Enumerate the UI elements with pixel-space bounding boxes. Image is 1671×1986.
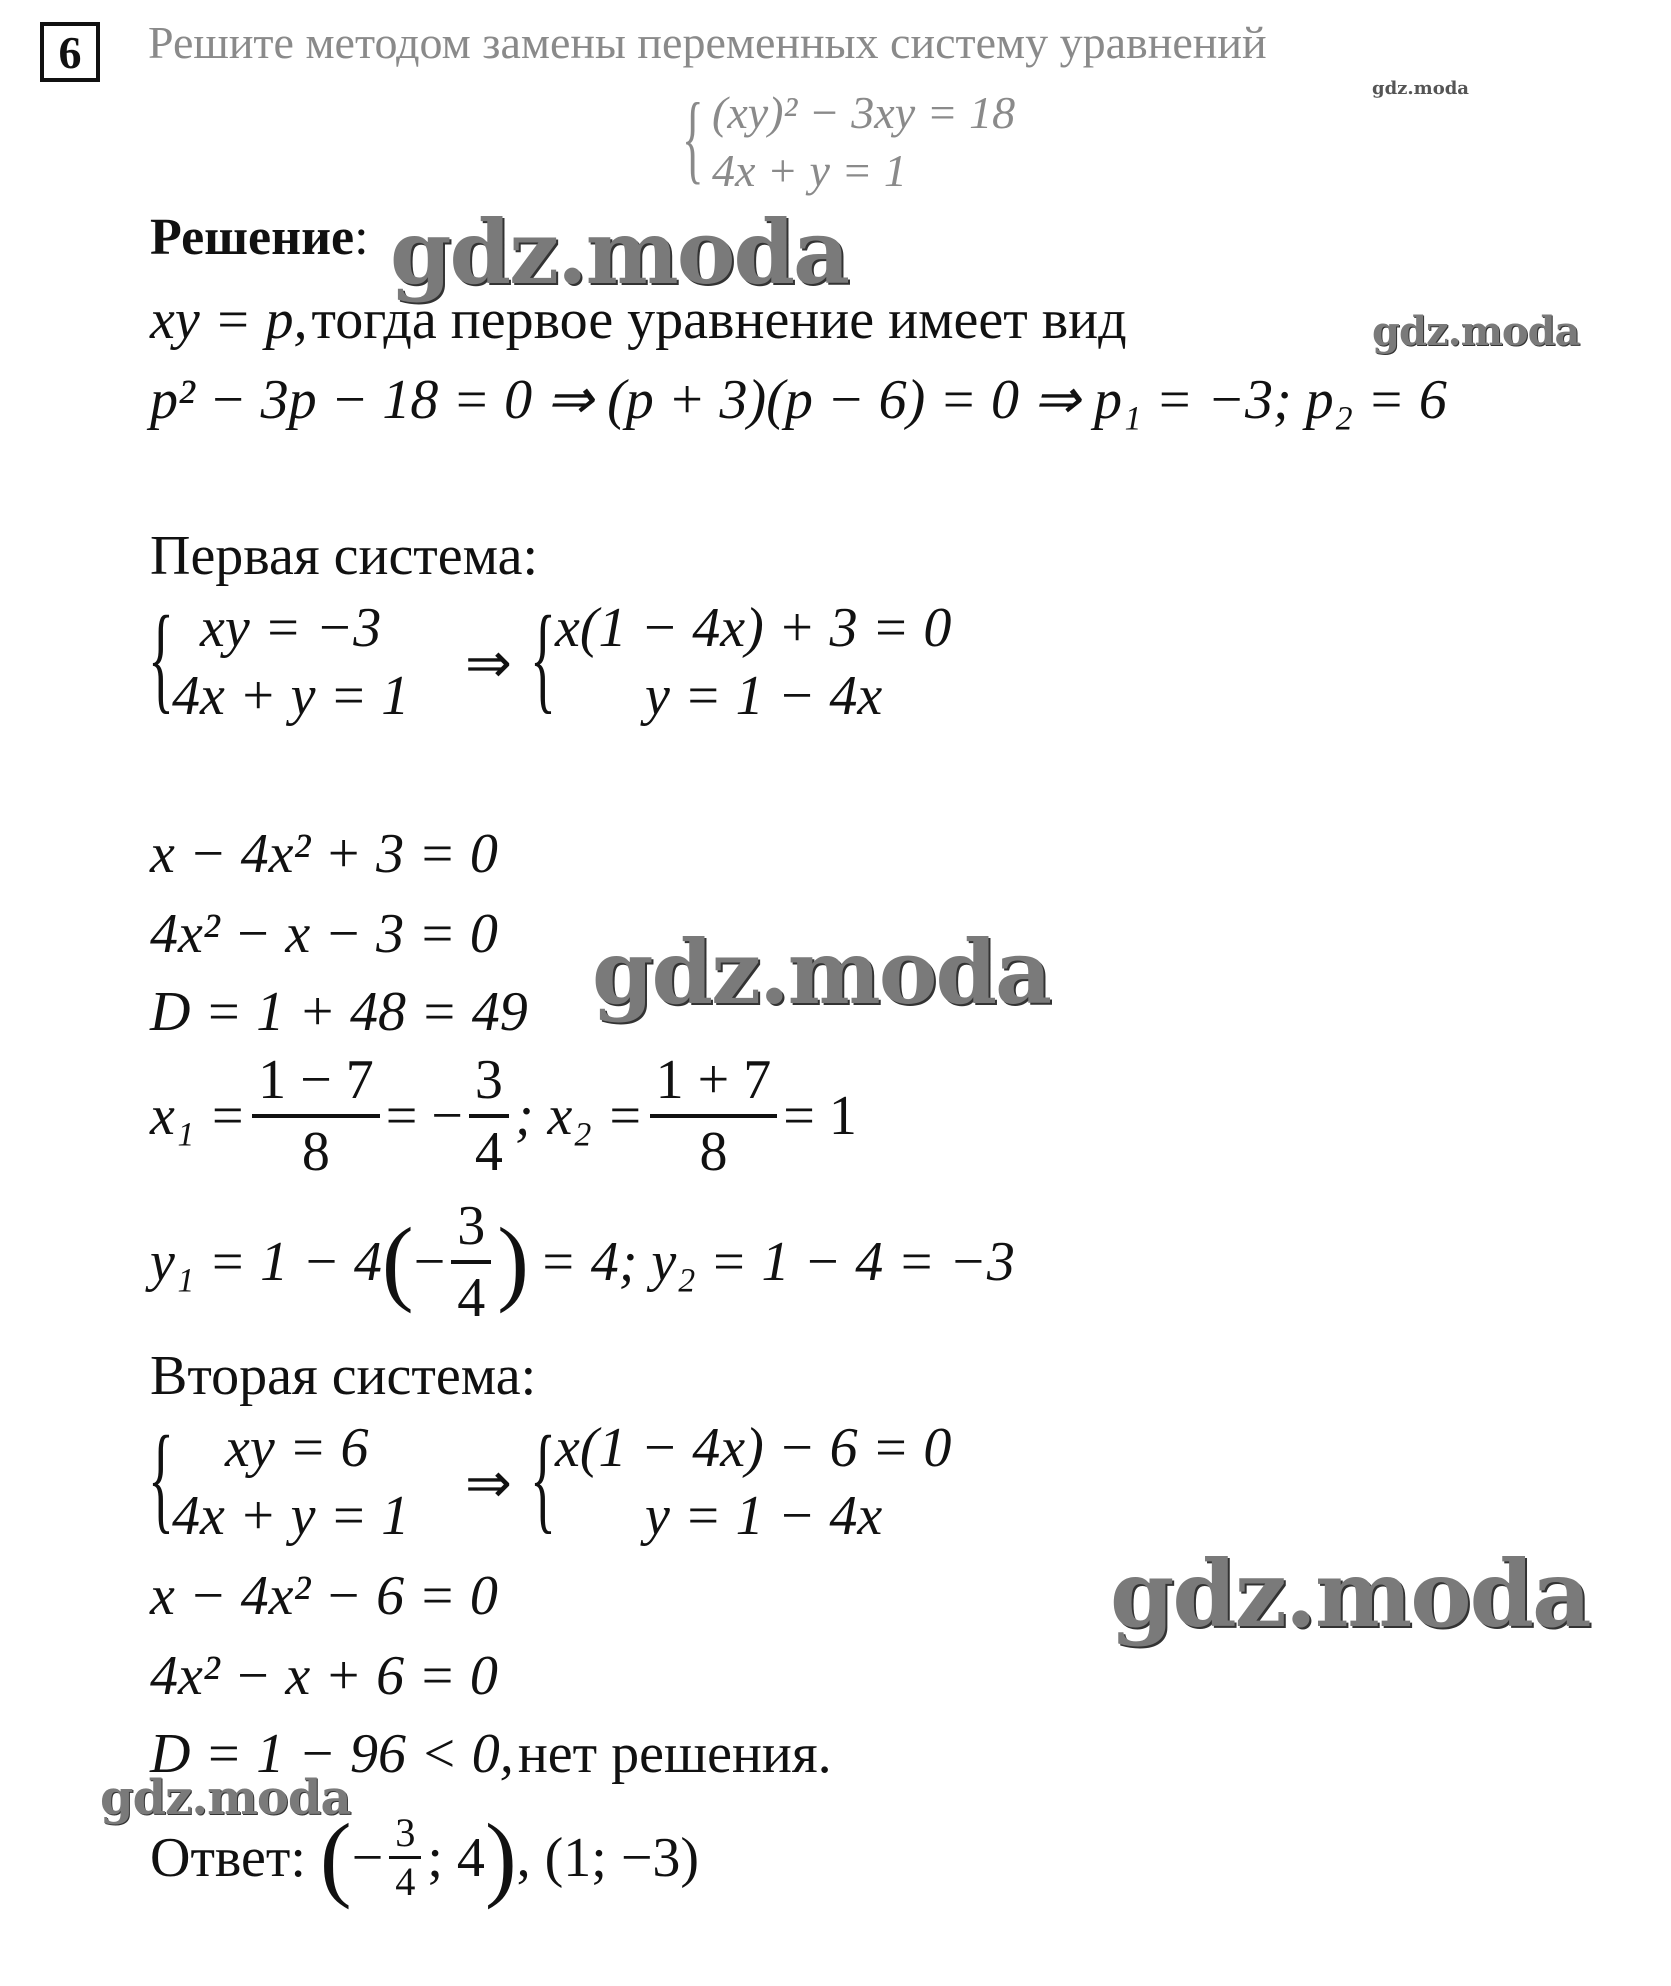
first-system-left-eq1: xy = −3 [200, 597, 382, 659]
first-system-left-brace: { [148, 591, 174, 724]
x1-result-fraction: $\frac{3}{4}$ [469, 1052, 509, 1180]
second-eq2: 4x² − x + 6 = 0 [150, 1645, 498, 1707]
first-roots-y: y₁ = 1 − 4 ( − $\frac{3}{4}$ ) = 4; y₂ = 1 − 4 = −3 [150, 1195, 1015, 1329]
answer-label: Ответ: [150, 1826, 306, 1889]
problem-number: 6 [40, 22, 100, 82]
first-eq1: x − 4x² + 3 = 0 [150, 823, 498, 885]
second-system-left-brace: { [148, 1411, 174, 1544]
second-eq1: x − 4x² − 6 = 0 [150, 1565, 498, 1627]
first-system-arrow: ⇒ [465, 633, 512, 695]
x1-fraction: $\frac{1 - 7}{8}$ [252, 1052, 380, 1180]
first-system-right-eq1: x(1 − 4x) + 3 = 0 [555, 597, 952, 659]
problem-system-eq2: 4x + y = 1 [712, 145, 907, 196]
second-discriminant-text: нет решения. [517, 1723, 832, 1785]
quadratic-in-p: p² − 3p − 18 = 0 ⇒ (p + 3)(p − 6) = 0 ⇒ p₁ = −3; p₂ = 6 [150, 369, 1447, 431]
substitution-math: xy = p, [150, 289, 308, 351]
second-system-left-eq2: 4x + y = 1 [172, 1485, 410, 1547]
first-system-right-eq2: y = 1 − 4x [645, 665, 883, 727]
first-discriminant: D = 1 + 48 = 49 [150, 981, 528, 1043]
x2-fraction: $\frac{1 + 7}{8}$ [650, 1052, 778, 1180]
problem-system-eq1: (xy)² − 3xy = 18 [712, 87, 1016, 138]
first-roots-x: x₁ = $\frac{1 - 7}{8}$ = − $\frac{3}{4}$ ; x₂ = $\frac{1 + 7}{8}$ = 1 [150, 1049, 857, 1183]
watermark-bottom-left: gdz.moda [100, 1770, 351, 1826]
first-system-left-eq2: 4x + y = 1 [172, 665, 410, 727]
watermark-small: gdz.moda [1372, 78, 1469, 99]
watermark-right: gdz.moda [1372, 308, 1580, 355]
answer-fraction: $\frac{3}{4}$ [389, 1813, 421, 1903]
answer-line: Ответ: ( − $\frac{3}{4}$ ; 4 ) , (1; −3) [150, 1804, 700, 1910]
watermark-heading: gdz.moda [390, 200, 849, 304]
first-system-title: Первая система: [150, 525, 539, 587]
second-system-title: Вторая система: [150, 1345, 537, 1407]
second-system-right-brace: { [530, 1411, 556, 1544]
problem-system-brace: { [682, 82, 704, 193]
substitution-text: тогда первое уравнение имеет вид [311, 289, 1127, 351]
first-eq2: 4x² − x − 3 = 0 [150, 903, 498, 965]
watermark-lower-right: gdz.moda [1110, 1540, 1590, 1648]
second-discriminant-math: D = 1 − 96 < 0, [150, 1723, 514, 1785]
y1-fraction: $\frac{3}{4}$ [451, 1198, 491, 1326]
second-system-right-eq2: y = 1 − 4x [645, 1485, 883, 1547]
solution-heading: Решение: [150, 209, 369, 266]
second-system-arrow: ⇒ [465, 1453, 512, 1515]
first-system-right-brace: { [530, 591, 556, 724]
second-system-right-eq1: x(1 − 4x) − 6 = 0 [555, 1417, 952, 1479]
watermark-middle: gdz.moda [592, 920, 1051, 1024]
second-system-left-eq1: xy = 6 [225, 1417, 369, 1479]
problem-statement: Решите методом замены переменных систему уравнений [148, 17, 1267, 68]
